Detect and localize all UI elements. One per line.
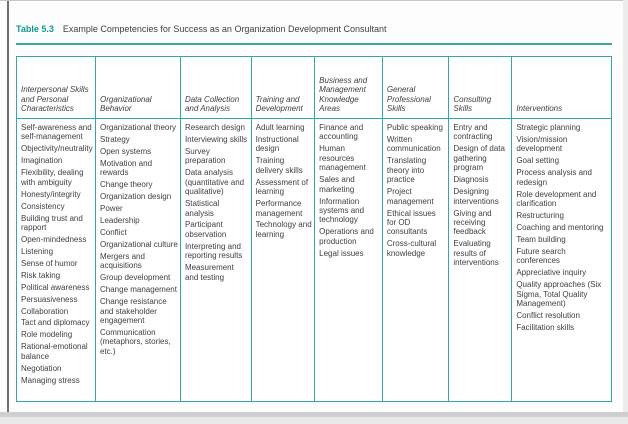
table-column [512,57,611,401]
page-content [16,24,612,402]
column-header: Business and Management Knowledge Areas [315,57,382,119]
table-column [252,57,316,401]
column-body [181,119,251,287]
table-cell-item: Technology and learning [255,220,312,239]
table-cell-item: Coaching and mentoring [516,222,604,232]
column-body [17,119,95,390]
table-cell-item: Imagination [21,156,63,166]
table-cell-item: Open-mindedness [21,234,87,244]
table-cell-item: Change resistance and stakeholder engagement [100,297,167,325]
table-cell-item: Design of data gathering program [453,144,505,173]
table-cell-item: Research design [184,123,245,132]
column-header: Organizational Behavior [96,57,180,119]
table-cell-item: Sense of humor [21,258,78,268]
table-cell-item: Cross-cultural knowledge [386,239,437,258]
table-cell-item: Statistical analysis [184,199,220,218]
table-cell-item: Goal setting [516,156,560,166]
table-cell-item: Performance management [255,199,303,218]
table-cell-item: Training delivery skills [255,156,303,175]
table-cell-item: Building trust and rapport [21,213,83,232]
table-column [17,57,96,401]
table-cell-item: Role modeling [21,330,73,340]
table-cell-item: Open systems [100,146,152,156]
column-header: Interventions [512,57,611,119]
table-cell-item: Group development [100,273,171,283]
table-column [383,57,450,401]
column-body [96,119,180,361]
table-column [181,57,252,401]
table-cell-item: Participant observation [184,220,227,239]
table-column [96,57,181,401]
table-cell-item: Written communication [386,134,441,154]
table-cell-item: Interviewing skills [184,134,248,144]
table-cell-item: Leadership [100,216,140,225]
table-cell-item: Flexibility, dealing with ambiguity [21,168,84,187]
column-header: Data Collection and Analysis [181,57,251,119]
table-cell-item: Project management [386,187,434,206]
table-cell-item: Legal issues [319,248,364,258]
page-edge-top [0,0,628,1]
table-cell-item: Mergers and acquisitions [100,251,145,271]
table-cell-item: Human resources management [319,144,366,173]
column-body [315,119,382,263]
table-cell-item: Finance and accounting [319,123,364,142]
table-cell-item: Translating theory into practice [386,156,427,185]
table-caption-row [16,24,612,35]
page-edge-left [7,0,9,424]
column-body [252,119,315,244]
table-cell-item: Entry and contracting [453,123,493,142]
column-body [383,119,449,263]
table-cell-item: Appreciative inquiry [516,268,587,278]
table-cell-item: Adult learning [255,123,305,132]
table-cell-item: Evaluating results of interventions [453,239,499,268]
table-cell-item: Motivation and rewards [100,158,153,178]
table-cell-item: Ethical issues for OD consultants [386,208,436,237]
table-cell-item: Strategic planning [516,123,581,132]
table-cell-item: Self-awareness and self-management [21,123,92,142]
competencies-table [16,56,612,402]
table-cell-item: Survey preparation [184,146,226,166]
table-cell-item: Organizational culture [100,239,178,249]
table-cell-item: Giving and receiving feedback [453,208,492,237]
table-cell-item: Tact and diplomacy [21,318,90,328]
column-body [512,119,611,337]
table-cell-item: Managing stress [21,375,80,385]
table-cell-item: Objectivity/neutrality [21,144,93,154]
table-cell-item: Listening [21,246,54,256]
table-caption: Example Competencies for Success as an Organization Development Consultant [62,24,387,34]
table-cell-item: Power [100,204,123,214]
table-cell-item: Conflict [100,227,127,237]
table-cell-item: Information systems and technology [319,196,365,225]
column-header: General Professional Skills [383,57,449,119]
page-edge-right [623,0,628,424]
table-cell-item: Team building [516,234,566,244]
table-cell-item: Measurement and testing [184,263,234,282]
column-header: Interpersonal Skills and Personal Characteristics [17,57,95,119]
table-cell-item: Future search conferences [516,246,566,266]
table-cell-item: Operations and production [319,227,374,246]
caption-divider [16,43,612,45]
table-cell-item: Organization design [100,192,172,202]
column-header: Training and Development [252,57,315,119]
table-cell-item: Communication (metaphors, stories, etc.) [100,327,171,356]
table-cell-item: Change management [100,285,177,295]
column-header: Consulting Skills [449,57,511,119]
table-cell-item: Assessment of learning [255,177,309,197]
table-cell-item: Facilitation skills [516,322,575,332]
table-cell-item: Political awareness [21,282,90,292]
page-edge-bottom-shadow [0,417,628,424]
table-cell-item: Change theory [100,180,153,190]
table-cell-item: Diagnosis [453,175,489,185]
table-cell-item: Public speaking [386,123,443,132]
table-cell-item: Sales and marketing [319,175,355,194]
table-cell-item: Interpreting and reporting results [184,241,243,261]
table-cell-item: Collaboration [21,306,69,316]
table-cell-item: Organizational theory [100,123,177,132]
column-body [449,119,511,272]
table-column [315,57,383,401]
table-cell-item: Honesty/integrity [21,189,81,199]
table-cell-item: Conflict resolution [516,310,580,320]
table-cell-item: Process analysis and redesign [516,168,592,187]
table-number-label: Table 5.3 [16,24,54,34]
table-cell-item: Risk taking [21,270,61,280]
table-cell-item: Consistency [21,201,65,211]
table-cell-item: Restructuring [516,211,564,220]
table-cell-item: Data analysis (quantitative and qualitative) [184,168,245,197]
table-cell-item: Designing interventions [453,187,499,206]
table-cell-item: Vision/mission development [516,134,568,154]
table-cell-item: Rational-emotional balance [21,342,88,361]
table-cell-item: Strategy [100,134,130,144]
table-cell-item: Instructional design [255,134,299,154]
table-cell-item: Quality approaches (Six Sigma, Total Quality Management) [516,280,602,308]
table-cell-item: Negotiation [21,363,62,373]
table-cell-item: Role development and clarification [516,189,597,209]
table-cell-item: Persuasiveness [21,294,78,304]
table-column [449,57,512,401]
